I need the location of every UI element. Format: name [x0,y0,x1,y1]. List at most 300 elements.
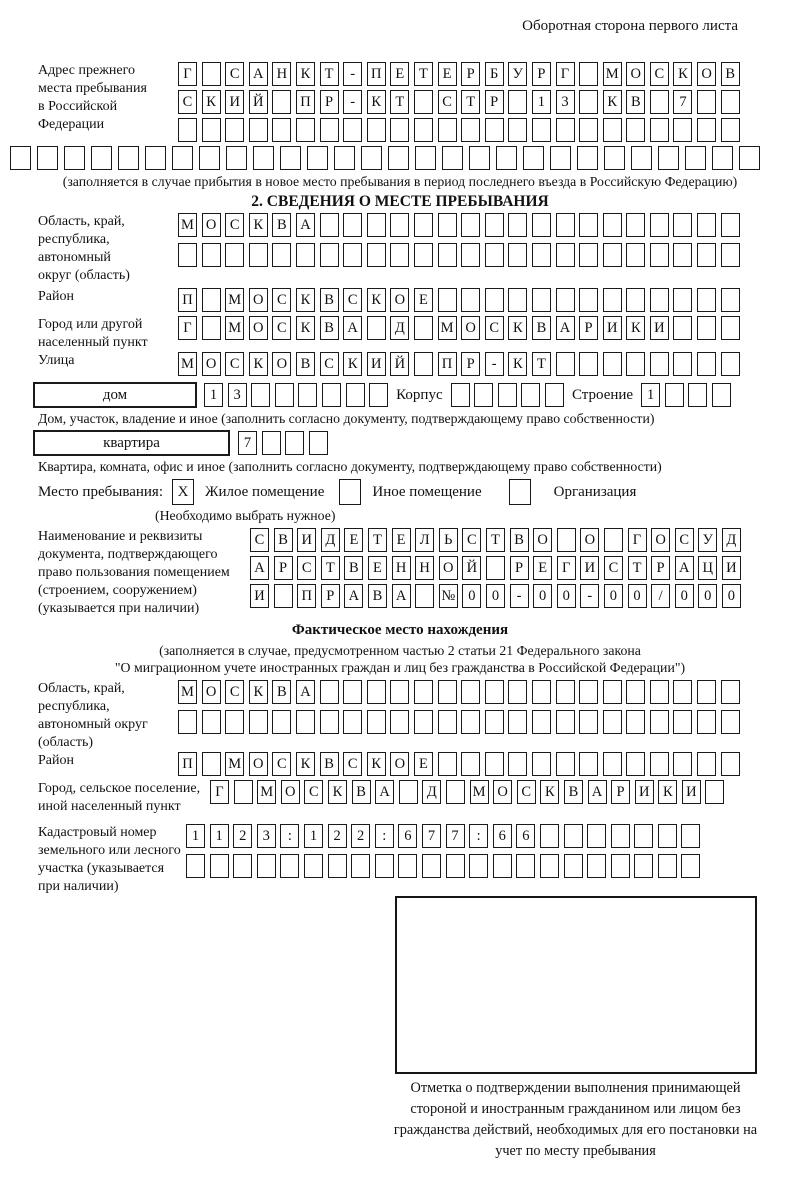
char-cell[interactable]: С [343,752,362,776]
char-cell[interactable] [274,584,293,608]
char-cell[interactable] [296,118,315,142]
char-cell[interactable] [414,352,433,376]
char-cell[interactable] [415,146,436,170]
char-cell[interactable]: 3 [257,824,276,848]
char-cell[interactable]: С [304,780,323,804]
char-cell[interactable]: О [202,213,221,237]
char-cell[interactable] [390,680,409,704]
char-cell[interactable]: 0 [722,584,741,608]
char-cell[interactable] [343,213,362,237]
char-cell[interactable] [579,90,598,114]
char-cell[interactable] [399,780,418,804]
char-cell[interactable]: Ц [698,556,717,580]
char-cell[interactable]: Н [272,62,291,86]
char-cell[interactable] [485,752,504,776]
char-cell[interactable] [390,710,409,734]
char-cell[interactable]: П [438,352,457,376]
char-cell[interactable]: Г [178,62,197,86]
char-cell[interactable] [603,243,622,267]
char-cell[interactable] [438,752,457,776]
char-cell[interactable]: М [178,680,197,704]
char-cell[interactable] [367,118,386,142]
char-cell[interactable] [579,288,598,312]
char-cell[interactable]: С [272,752,291,776]
char-cell[interactable] [474,383,493,407]
char-cell[interactable] [532,752,551,776]
char-cell[interactable] [556,752,575,776]
char-cell[interactable] [414,710,433,734]
char-cell[interactable]: И [650,316,669,340]
char-cell[interactable] [296,710,315,734]
char-cell[interactable]: Т [628,556,647,580]
char-cell[interactable]: С [675,528,694,552]
char-cell[interactable] [414,118,433,142]
char-cell[interactable] [272,90,291,114]
char-cell[interactable]: К [202,90,221,114]
char-cell[interactable] [604,528,623,552]
char-cell[interactable] [202,316,221,340]
char-cell[interactable] [498,383,517,407]
char-cell[interactable]: / [651,584,670,608]
char-cell[interactable] [721,213,740,237]
char-cell[interactable]: О [281,780,300,804]
char-cell[interactable] [550,146,571,170]
char-cell[interactable] [442,146,463,170]
char-cell[interactable]: Т [320,62,339,86]
char-cell[interactable] [658,854,677,878]
char-cell[interactable]: В [320,752,339,776]
char-cell[interactable]: 0 [698,584,717,608]
char-cell[interactable]: Г [628,528,647,552]
char-cell[interactable]: Е [414,752,433,776]
char-cell[interactable] [634,824,653,848]
char-cell[interactable] [516,854,535,878]
char-cell[interactable] [64,146,85,170]
char-cell[interactable] [658,824,677,848]
char-cell[interactable] [10,146,31,170]
char-cell[interactable]: О [651,528,670,552]
char-cell[interactable] [587,854,606,878]
char-cell[interactable] [280,854,299,878]
char-cell[interactable] [673,288,692,312]
char-cell[interactable]: С [604,556,623,580]
char-cell[interactable] [225,243,244,267]
char-cell[interactable]: К [367,90,386,114]
char-cell[interactable] [532,680,551,704]
char-cell[interactable]: С [438,90,457,114]
char-cell[interactable] [367,710,386,734]
char-cell[interactable]: Е [414,288,433,312]
char-cell[interactable] [320,243,339,267]
char-cell[interactable] [469,146,490,170]
char-cell[interactable] [251,383,270,407]
char-cell[interactable] [556,118,575,142]
char-cell[interactable] [603,213,622,237]
char-cell[interactable]: С [178,90,197,114]
char-cell[interactable]: П [296,90,315,114]
char-cell[interactable] [343,243,362,267]
char-cell[interactable]: М [225,316,244,340]
char-cell[interactable]: Г [210,780,229,804]
char-cell[interactable]: К [328,780,347,804]
char-cell[interactable] [564,854,583,878]
char-cell[interactable] [226,146,247,170]
char-cell[interactable] [398,854,417,878]
char-cell[interactable] [603,680,622,704]
char-cell[interactable]: Л [415,528,434,552]
char-cell[interactable]: В [368,584,387,608]
char-cell[interactable] [587,824,606,848]
char-cell[interactable]: В [564,780,583,804]
char-cell[interactable]: Д [722,528,741,552]
char-cell[interactable]: Е [368,556,387,580]
char-cell[interactable] [665,383,684,407]
char-cell[interactable]: С [650,62,669,86]
char-cell[interactable] [721,352,740,376]
char-cell[interactable]: О [439,556,458,580]
char-cell[interactable]: Е [533,556,552,580]
char-cell[interactable] [603,118,622,142]
char-cell[interactable] [422,854,441,878]
char-cell[interactable] [346,383,365,407]
char-cell[interactable]: В [721,62,740,86]
char-cell[interactable]: М [603,62,622,86]
char-cell[interactable]: К [540,780,559,804]
char-cell[interactable] [650,213,669,237]
char-cell[interactable]: Р [579,316,598,340]
char-cell[interactable]: - [485,352,504,376]
char-cell[interactable] [438,118,457,142]
char-cell[interactable]: У [698,528,717,552]
checkbox-organization[interactable] [509,479,531,505]
char-cell[interactable]: - [580,584,599,608]
char-cell[interactable] [485,213,504,237]
char-cell[interactable]: Й [249,90,268,114]
char-cell[interactable]: К [658,780,677,804]
char-cell[interactable]: И [722,556,741,580]
char-cell[interactable]: С [343,288,362,312]
char-cell[interactable] [650,752,669,776]
char-cell[interactable]: 7 [422,824,441,848]
char-cell[interactable] [508,752,527,776]
char-cell[interactable]: Е [392,528,411,552]
char-cell[interactable] [556,243,575,267]
char-cell[interactable]: - [343,90,362,114]
char-cell[interactable] [556,213,575,237]
char-cell[interactable] [178,710,197,734]
char-cell[interactable] [367,243,386,267]
char-cell[interactable]: 0 [557,584,576,608]
char-cell[interactable] [367,213,386,237]
char-cell[interactable]: А [249,62,268,86]
char-cell[interactable] [532,118,551,142]
char-cell[interactable] [225,118,244,142]
char-cell[interactable]: И [367,352,386,376]
char-cell[interactable]: О [249,316,268,340]
char-cell[interactable] [721,243,740,267]
char-cell[interactable]: К [626,316,645,340]
char-cell[interactable]: К [603,90,622,114]
char-cell[interactable] [697,90,716,114]
char-cell[interactable] [577,146,598,170]
char-cell[interactable]: В [344,556,363,580]
char-cell[interactable] [532,288,551,312]
char-cell[interactable]: Д [390,316,409,340]
char-cell[interactable] [532,213,551,237]
char-cell[interactable]: Н [415,556,434,580]
char-cell[interactable] [253,146,274,170]
char-cell[interactable]: Б [485,62,504,86]
char-cell[interactable] [626,710,645,734]
char-cell[interactable] [461,118,480,142]
char-cell[interactable]: И [225,90,244,114]
char-cell[interactable]: 0 [675,584,694,608]
char-cell[interactable]: № [439,584,458,608]
char-cell[interactable] [438,288,457,312]
char-cell[interactable]: О [272,352,291,376]
char-cell[interactable] [322,383,341,407]
char-cell[interactable] [626,118,645,142]
char-cell[interactable] [721,118,740,142]
char-cell[interactable] [650,680,669,704]
char-cell[interactable]: А [392,584,411,608]
char-cell[interactable] [658,146,679,170]
char-cell[interactable]: В [274,528,293,552]
char-cell[interactable]: Р [461,352,480,376]
char-cell[interactable] [545,383,564,407]
char-cell[interactable]: Й [390,352,409,376]
char-cell[interactable] [367,316,386,340]
char-cell[interactable] [508,118,527,142]
char-cell[interactable]: С [225,213,244,237]
char-cell[interactable] [579,352,598,376]
char-cell[interactable]: Р [485,90,504,114]
char-cell[interactable] [178,118,197,142]
char-cell[interactable] [485,288,504,312]
char-cell[interactable] [202,288,221,312]
char-cell[interactable] [650,352,669,376]
char-cell[interactable] [272,243,291,267]
char-cell[interactable] [414,680,433,704]
char-cell[interactable] [272,710,291,734]
char-cell[interactable]: С [250,528,269,552]
char-cell[interactable]: 7 [238,431,257,455]
char-cell[interactable] [681,854,700,878]
char-cell[interactable]: 0 [486,584,505,608]
char-cell[interactable]: 6 [493,824,512,848]
char-cell[interactable] [320,680,339,704]
char-cell[interactable] [697,316,716,340]
char-cell[interactable]: М [225,288,244,312]
char-cell[interactable]: 1 [210,824,229,848]
char-cell[interactable] [234,780,253,804]
char-cell[interactable] [673,213,692,237]
char-cell[interactable] [579,710,598,734]
char-cell[interactable] [304,854,323,878]
char-cell[interactable] [508,680,527,704]
char-cell[interactable] [579,243,598,267]
char-cell[interactable]: - [510,584,529,608]
char-cell[interactable] [650,118,669,142]
char-cell[interactable]: А [296,213,315,237]
char-cell[interactable] [414,316,433,340]
char-cell[interactable] [712,383,731,407]
char-cell[interactable] [603,288,622,312]
char-cell[interactable] [688,383,707,407]
char-cell[interactable] [438,243,457,267]
char-cell[interactable] [721,752,740,776]
checkbox-residential[interactable]: X [172,479,194,505]
char-cell[interactable] [202,752,221,776]
char-cell[interactable]: А [556,316,575,340]
char-cell[interactable] [564,824,583,848]
char-cell[interactable]: И [603,316,622,340]
char-cell[interactable]: 1 [304,824,323,848]
char-cell[interactable]: Р [461,62,480,86]
char-cell[interactable]: 3 [228,383,247,407]
char-cell[interactable] [375,854,394,878]
char-cell[interactable] [650,90,669,114]
char-cell[interactable]: С [225,680,244,704]
char-cell[interactable]: Т [321,556,340,580]
char-cell[interactable] [37,146,58,170]
char-cell[interactable]: : [375,824,394,848]
char-cell[interactable] [249,710,268,734]
char-cell[interactable]: С [297,556,316,580]
char-cell[interactable]: К [508,352,527,376]
char-cell[interactable]: К [249,680,268,704]
char-cell[interactable] [626,213,645,237]
char-cell[interactable]: В [532,316,551,340]
char-cell[interactable] [673,243,692,267]
char-cell[interactable] [556,352,575,376]
char-cell[interactable]: Ь [439,528,458,552]
char-cell[interactable]: М [178,213,197,237]
char-cell[interactable]: Р [651,556,670,580]
char-cell[interactable] [438,680,457,704]
char-cell[interactable] [556,288,575,312]
char-cell[interactable]: А [375,780,394,804]
char-cell[interactable] [334,146,355,170]
char-cell[interactable]: В [272,213,291,237]
char-cell[interactable]: С [272,316,291,340]
char-cell[interactable] [461,243,480,267]
char-cell[interactable]: Т [486,528,505,552]
char-cell[interactable] [461,710,480,734]
char-cell[interactable] [414,213,433,237]
char-cell[interactable]: К [296,316,315,340]
char-cell[interactable] [186,854,205,878]
char-cell[interactable] [579,213,598,237]
char-cell[interactable] [343,680,362,704]
char-cell[interactable] [461,680,480,704]
char-cell[interactable]: К [296,752,315,776]
char-cell[interactable]: Р [274,556,293,580]
char-cell[interactable] [697,680,716,704]
char-cell[interactable] [309,431,328,455]
char-cell[interactable] [673,680,692,704]
char-cell[interactable]: 1 [204,383,223,407]
char-cell[interactable] [697,213,716,237]
char-cell[interactable] [415,584,434,608]
char-cell[interactable]: М [225,752,244,776]
char-cell[interactable]: А [250,556,269,580]
char-cell[interactable]: 6 [516,824,535,848]
char-cell[interactable] [361,146,382,170]
char-cell[interactable]: Г [556,62,575,86]
char-cell[interactable] [626,288,645,312]
char-cell[interactable] [320,118,339,142]
char-cell[interactable] [225,710,244,734]
char-cell[interactable] [320,213,339,237]
char-cell[interactable] [414,243,433,267]
char-cell[interactable] [202,62,221,86]
char-cell[interactable] [579,62,598,86]
char-cell[interactable]: Е [438,62,457,86]
char-cell[interactable]: 1 [641,383,660,407]
char-cell[interactable]: 2 [328,824,347,848]
char-cell[interactable] [681,824,700,848]
char-cell[interactable] [296,243,315,267]
char-cell[interactable] [328,854,347,878]
char-cell[interactable] [414,90,433,114]
char-cell[interactable]: В [272,680,291,704]
char-cell[interactable] [446,854,465,878]
char-cell[interactable] [390,243,409,267]
char-cell[interactable] [634,854,653,878]
char-cell[interactable] [626,752,645,776]
char-cell[interactable] [611,854,630,878]
char-cell[interactable]: О [202,352,221,376]
char-cell[interactable] [508,243,527,267]
char-cell[interactable]: П [367,62,386,86]
char-cell[interactable] [210,854,229,878]
char-cell[interactable] [199,146,220,170]
char-cell[interactable]: И [635,780,654,804]
char-cell[interactable] [697,710,716,734]
char-cell[interactable] [685,146,706,170]
char-cell[interactable]: 2 [351,824,370,848]
char-cell[interactable] [721,316,740,340]
char-cell[interactable] [307,146,328,170]
char-cell[interactable]: 6 [398,824,417,848]
char-cell[interactable]: И [297,528,316,552]
char-cell[interactable]: 7 [673,90,692,114]
char-cell[interactable]: С [462,528,481,552]
char-cell[interactable]: И [250,584,269,608]
char-cell[interactable]: К [367,752,386,776]
char-cell[interactable] [257,854,276,878]
char-cell[interactable]: О [249,752,268,776]
char-cell[interactable]: Й [462,556,481,580]
char-cell[interactable]: В [320,288,339,312]
char-cell[interactable]: 0 [604,584,623,608]
char-cell[interactable] [320,710,339,734]
char-cell[interactable]: Е [344,528,363,552]
char-cell[interactable] [650,710,669,734]
char-cell[interactable] [626,680,645,704]
char-cell[interactable] [712,146,733,170]
char-cell[interactable]: В [626,90,645,114]
char-cell[interactable] [202,243,221,267]
char-cell[interactable] [461,752,480,776]
char-cell[interactable]: А [343,316,362,340]
char-cell[interactable] [438,710,457,734]
char-cell[interactable] [532,710,551,734]
char-cell[interactable]: : [469,824,488,848]
char-cell[interactable] [705,780,724,804]
char-cell[interactable] [343,710,362,734]
